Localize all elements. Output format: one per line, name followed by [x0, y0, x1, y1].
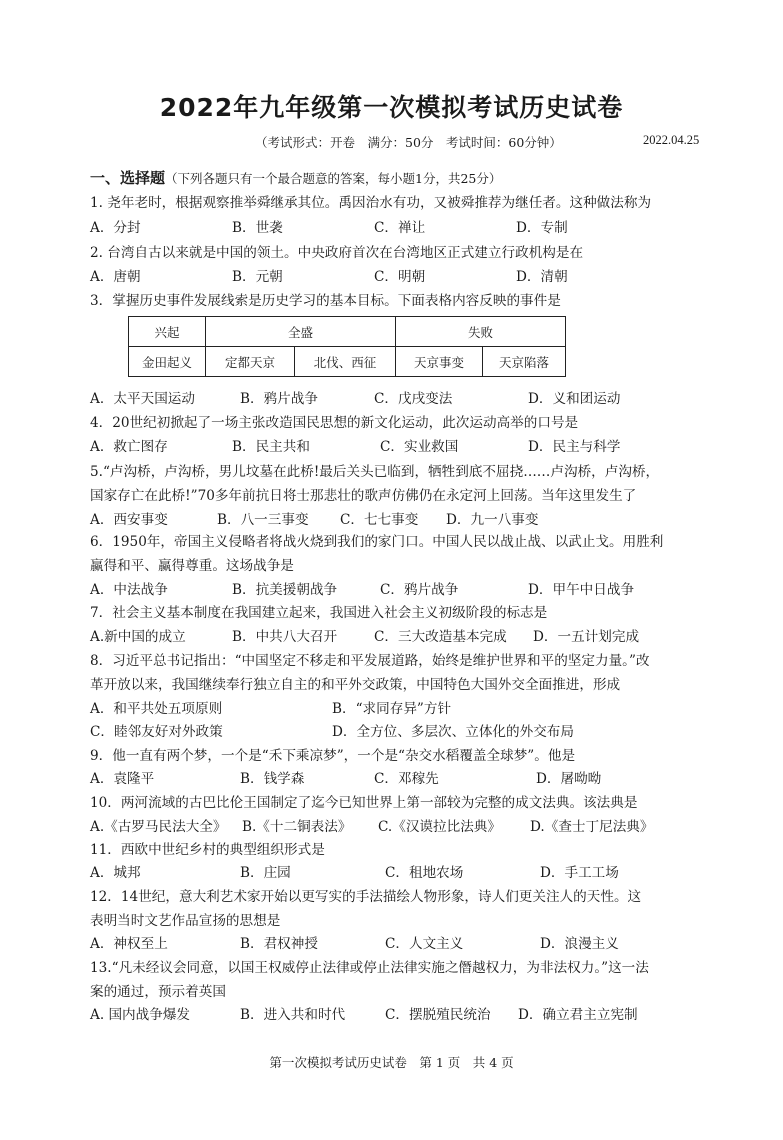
- question-3-stem: 3．掌握历史事件发展线索是历史学习的基本目标。下面表格内容反映的事件是: [90, 293, 561, 309]
- question-3-option-c: C．戊戌变法: [374, 391, 453, 407]
- question-3-option-d: D．义和团运动: [528, 391, 621, 407]
- question-13-stem-line-1: 13.“凡未经议会同意，以国王权威停止法律或停止法律实施之僭越权力，为非法权力。”这一法: [90, 960, 649, 976]
- question-4-stem: 4．20世纪初掀起了一场主张改造国民思想的新文化运动，此次运动高举的口号是: [90, 415, 579, 431]
- question-1-option-b: B．世袭: [232, 220, 283, 236]
- question-12-option-d: D．浪漫主义: [540, 936, 619, 952]
- question-8-option-d: D．全方位、多层次、立体化的外交布局: [332, 724, 574, 740]
- table-cell: 金田起义: [129, 347, 206, 377]
- exam-date: 2022.04.25: [643, 133, 700, 147]
- question-10-option-c: C.《汉谟拉比法典》: [378, 819, 501, 835]
- question-7-option-c: C．三大改造基本完成: [374, 629, 507, 645]
- section-note: （下列各题只有一个最合题意的答案，每小题1分，共25分）: [165, 171, 502, 186]
- question-12-option-b: B．君权神授: [240, 936, 318, 952]
- table-cell: 天京事变: [396, 347, 483, 377]
- question-2-stem: 2. 台湾自古以来就是中国的领土。中央政府首次在台湾地区正式建立行政机构是在: [90, 245, 584, 261]
- question-9-option-a: A．袁隆平: [90, 771, 155, 787]
- question-12-stem-line-2: 表明当时文艺作品宣扬的思想是: [90, 913, 281, 929]
- question-6-option-a: A．中法战争: [90, 582, 168, 598]
- question-7-option-a: A.新中国的成立: [90, 629, 186, 645]
- question-10-option-b: B.《十二铜表法》: [242, 819, 352, 835]
- question-10-option-a: A.《古罗马民法大全》: [90, 819, 227, 835]
- question-2-option-a: A．唐朝: [90, 269, 141, 285]
- question-11-option-a: A．城邦: [90, 865, 141, 881]
- question-11-option-c: C．租地农场: [385, 865, 464, 881]
- question-8-option-a: A．和平共处五项原则: [90, 701, 223, 717]
- question-7-option-b: B．中共八大召开: [232, 629, 338, 645]
- question-12-stem-line-1: 12．14世纪，意大利艺术家开始以更写实的手法描绘人物形象，诗人们更关注人的天性。这: [90, 889, 642, 905]
- section-title: 一、选择题: [90, 169, 166, 187]
- question-5-option-a: A．西安事变: [90, 512, 168, 528]
- table-cell: 北伐、西征: [295, 347, 396, 377]
- question-12-option-a: A．神权至上: [90, 936, 168, 952]
- question-7-stem: 7．社会主义基本制度在我国建立起来，我国进入社会主义初级阶段的标志是: [90, 605, 548, 621]
- table-header-fall: 失败: [396, 317, 566, 347]
- question-5-stem-line-2: 国家存亡在此桥!”70多年前抗日将士那悲壮的歌声仿佛仍在永定河上回荡。当年这里发生了: [90, 488, 637, 504]
- question-1-stem: 1. 尧年老时，根据观察推举舜继承其位。禹因治水有功，又被舜推荐为继任者。这种做法称为: [90, 195, 652, 211]
- question-8-option-b: B．“求同存异”方针: [332, 701, 452, 717]
- question-5-stem-line-1: 5.“卢沟桥，卢沟桥，男儿坟墓在此桥!最后关头已临到，牺牲到底不屈挠……卢沟桥，卢沟桥，: [90, 464, 660, 480]
- question-2-option-b: B．元朝: [232, 269, 283, 285]
- question-9-stem: 9．他一直有两个梦，一个是“禾下乘凉梦”，一个是“杂交水稻覆盖全球梦”。他是: [90, 748, 576, 764]
- section-heading: [90, 167, 501, 188]
- table-header-rise: 兴起: [129, 317, 206, 347]
- question-7-option-d: D．一五计划完成: [533, 629, 640, 645]
- question-3-option-b: B．鸦片战争: [240, 391, 318, 407]
- question-10-stem: 10．两河流域的古巴比伦王国制定了迄今已知世界上第一部较为完整的成文法典。该法典是: [90, 795, 638, 811]
- question-13-option-d: D．确立君主立宪制: [518, 1007, 638, 1023]
- table-cell: 定都天京: [206, 347, 295, 377]
- exam-subtitle: （考试形式：开卷 满分：50分 考试时间：60分钟）: [255, 135, 562, 150]
- table-cell: 天京陷落: [483, 347, 566, 377]
- question-8-stem-line-1: 8．习近平总书记指出：“中国坚定不移走和平发展道路，始终是维护世界和平的坚定力量。”改: [90, 653, 650, 669]
- question-4-option-a: A．救亡图存: [90, 439, 168, 455]
- question-8-stem-line-2: 革开放以来，我国继续奉行独立自主的和平外交政策，中国特色大国外交全面推进，形成: [90, 677, 621, 693]
- question-4-option-d: D．民主与科学: [528, 439, 621, 455]
- question-9-option-d: D．屠呦呦: [536, 771, 602, 787]
- question-1-option-a: A．分封: [90, 220, 141, 236]
- exam-title: 2022年九年级第一次模拟考试历史试卷: [159, 93, 624, 122]
- question-13-stem-line-2: 案的通过，预示着英国: [90, 984, 226, 1000]
- question-5-option-c: C．七七事变: [340, 512, 419, 528]
- question-6-option-d: D．甲午中日战争: [528, 582, 635, 598]
- question-3-table: [128, 316, 566, 377]
- question-13-option-c: C．摆脱殖民统治: [385, 1007, 491, 1023]
- question-11-stem: 11．西欧中世纪乡村的典型组织形式是: [90, 842, 325, 858]
- table-header-peak: 全盛: [206, 317, 396, 347]
- question-4-option-c: C．实业救国: [380, 439, 459, 455]
- question-13-option-b: B．进入共和时代: [240, 1007, 346, 1023]
- question-5-option-d: D．九一八事变: [446, 512, 539, 528]
- question-11-option-d: D．手工工场: [540, 865, 619, 881]
- question-3-option-a: A．太平天国运动: [90, 391, 195, 407]
- question-8-option-c: C．睦邻友好对外政策: [90, 724, 223, 740]
- question-9-option-c: C．邓稼先: [374, 771, 439, 787]
- question-1-option-c: C．禅让: [374, 220, 426, 236]
- question-6-stem-line-1: 6．1950年，帝国主义侵略者将战火烧到我们的家门口。中国人民以战止战、以武止戈。用胜利: [90, 534, 664, 550]
- question-10-option-d: D.《查士丁尼法典》: [530, 819, 654, 835]
- question-6-option-c: C．鸦片战争: [380, 582, 459, 598]
- question-2-option-d: D．清朝: [516, 269, 568, 285]
- question-5-option-b: B．八一三事变: [217, 512, 309, 528]
- page-footer: 第一次模拟考试历史试卷 第 1 页 共 4 页: [269, 1055, 514, 1070]
- question-11-option-b: B．庄园: [240, 865, 291, 881]
- question-13-option-a: A. 国内战争爆发: [90, 1007, 191, 1023]
- question-6-stem-line-2: 赢得和平、赢得尊重。这场战争是: [90, 558, 294, 574]
- question-1-option-d: D．专制: [516, 220, 568, 236]
- question-6-option-b: B．抗美援朝战争: [232, 582, 338, 598]
- question-2-option-c: C．明朝: [374, 269, 426, 285]
- question-12-option-c: C．人文主义: [385, 936, 464, 952]
- question-4-option-b: B．民主共和: [232, 439, 310, 455]
- question-9-option-b: B．钱学森: [240, 771, 305, 787]
